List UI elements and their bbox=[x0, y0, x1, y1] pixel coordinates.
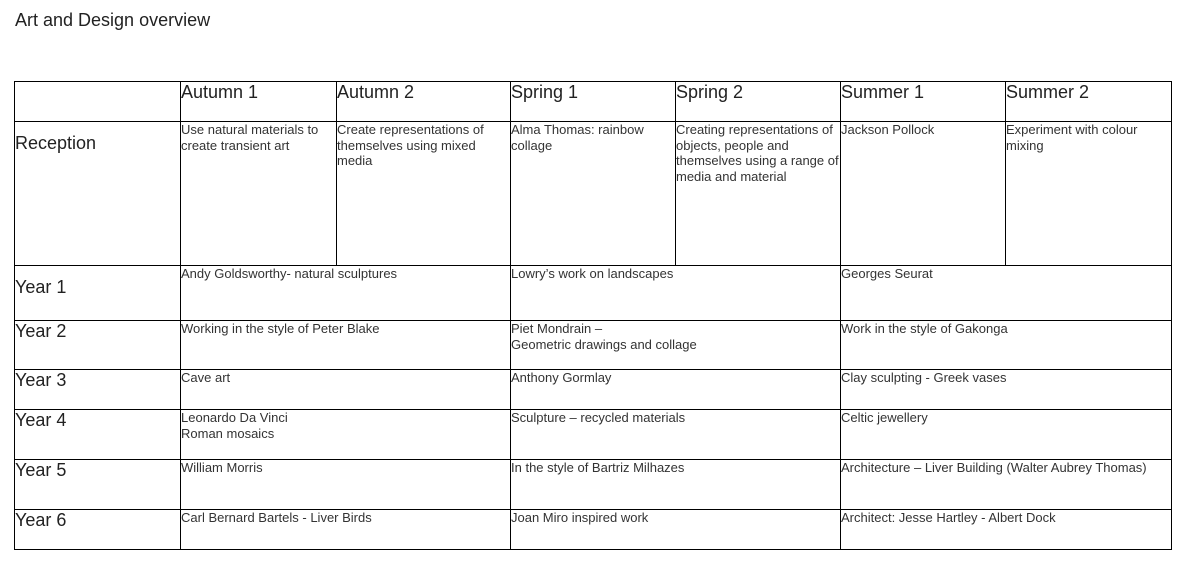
year-1-spring-cell: Lowry’s work on landscapes bbox=[511, 266, 841, 321]
year-5-autumn-cell: William Morris bbox=[181, 460, 511, 510]
year-3-spring-cell: Anthony Gormlay bbox=[511, 370, 841, 410]
art-design-overview-table bbox=[14, 81, 1172, 550]
year-1-autumn-cell: Andy Goldsworthy- natural sculptures bbox=[181, 266, 511, 321]
row-label-year-4: Year 4 bbox=[15, 410, 181, 460]
corner-header-cell bbox=[15, 82, 181, 122]
header-summer-1: Summer 1 bbox=[841, 82, 1006, 122]
year-6-summer-cell: Architect: Jesse Hartley - Albert Dock bbox=[841, 510, 1172, 550]
table-row-year-3 bbox=[15, 370, 1172, 410]
row-label-year-5: Year 5 bbox=[15, 460, 181, 510]
year-2-spring-cell: Piet Mondrain – Geometric drawings and collage bbox=[511, 321, 841, 370]
year-6-spring-cell: Joan Miro inspired work bbox=[511, 510, 841, 550]
header-autumn-1: Autumn 1 bbox=[181, 82, 337, 122]
year-2-autumn-cell: Working in the style of Peter Blake bbox=[181, 321, 511, 370]
reception-summer-2-cell: Experiment with colour mixing bbox=[1006, 122, 1172, 266]
reception-autumn-2-cell: Create representations of themselves using mixed media bbox=[337, 122, 511, 266]
year-4-spring-cell: Sculpture – recycled materials bbox=[511, 410, 841, 460]
header-row bbox=[15, 82, 1172, 122]
reception-spring-1-cell: Alma Thomas: rainbow collage bbox=[511, 122, 676, 266]
row-label-year-2: Year 2 bbox=[15, 321, 181, 370]
table-row-year-6 bbox=[15, 510, 1172, 550]
header-summer-2: Summer 2 bbox=[1006, 82, 1172, 122]
year-5-summer-cell: Architecture – Liver Building (Walter Aubrey Thomas) bbox=[841, 460, 1172, 510]
year-2-summer-cell: Work in the style of Gakonga bbox=[841, 321, 1172, 370]
row-label-year-3: Year 3 bbox=[15, 370, 181, 410]
header-spring-2: Spring 2 bbox=[676, 82, 841, 122]
row-label-year-1: Year 1 bbox=[15, 266, 181, 321]
row-label-reception: Reception bbox=[15, 122, 181, 266]
header-autumn-2: Autumn 2 bbox=[337, 82, 511, 122]
year-4-autumn-cell: Leonardo Da Vinci Roman mosaics bbox=[181, 410, 511, 460]
year-5-spring-cell: In the style of Bartriz Milhazes bbox=[511, 460, 841, 510]
page-title: Art and Design overview bbox=[15, 10, 211, 30]
reception-summer-1-cell: Jackson Pollock bbox=[841, 122, 1006, 266]
table-row-year-2 bbox=[15, 321, 1172, 370]
table-row-year-1 bbox=[15, 266, 1172, 321]
table-row-year-5 bbox=[15, 460, 1172, 510]
reception-autumn-1-cell: Use natural materials to create transient art bbox=[181, 122, 337, 266]
table-row-year-4 bbox=[15, 410, 1172, 460]
year-4-summer-cell: Celtic jewellery bbox=[841, 410, 1172, 460]
reception-spring-2-cell: Creating representations of objects, people and themselves using a range of media and material bbox=[676, 122, 841, 266]
year-3-autumn-cell: Cave art bbox=[181, 370, 511, 410]
year-1-summer-cell: Georges Seurat bbox=[841, 266, 1172, 321]
header-spring-1: Spring 1 bbox=[511, 82, 676, 122]
table-row-reception bbox=[15, 122, 1172, 266]
year-6-autumn-cell: Carl Bernard Bartels - Liver Birds bbox=[181, 510, 511, 550]
year-3-summer-cell: Clay sculpting - Greek vases bbox=[841, 370, 1172, 410]
row-label-year-6: Year 6 bbox=[15, 510, 181, 550]
